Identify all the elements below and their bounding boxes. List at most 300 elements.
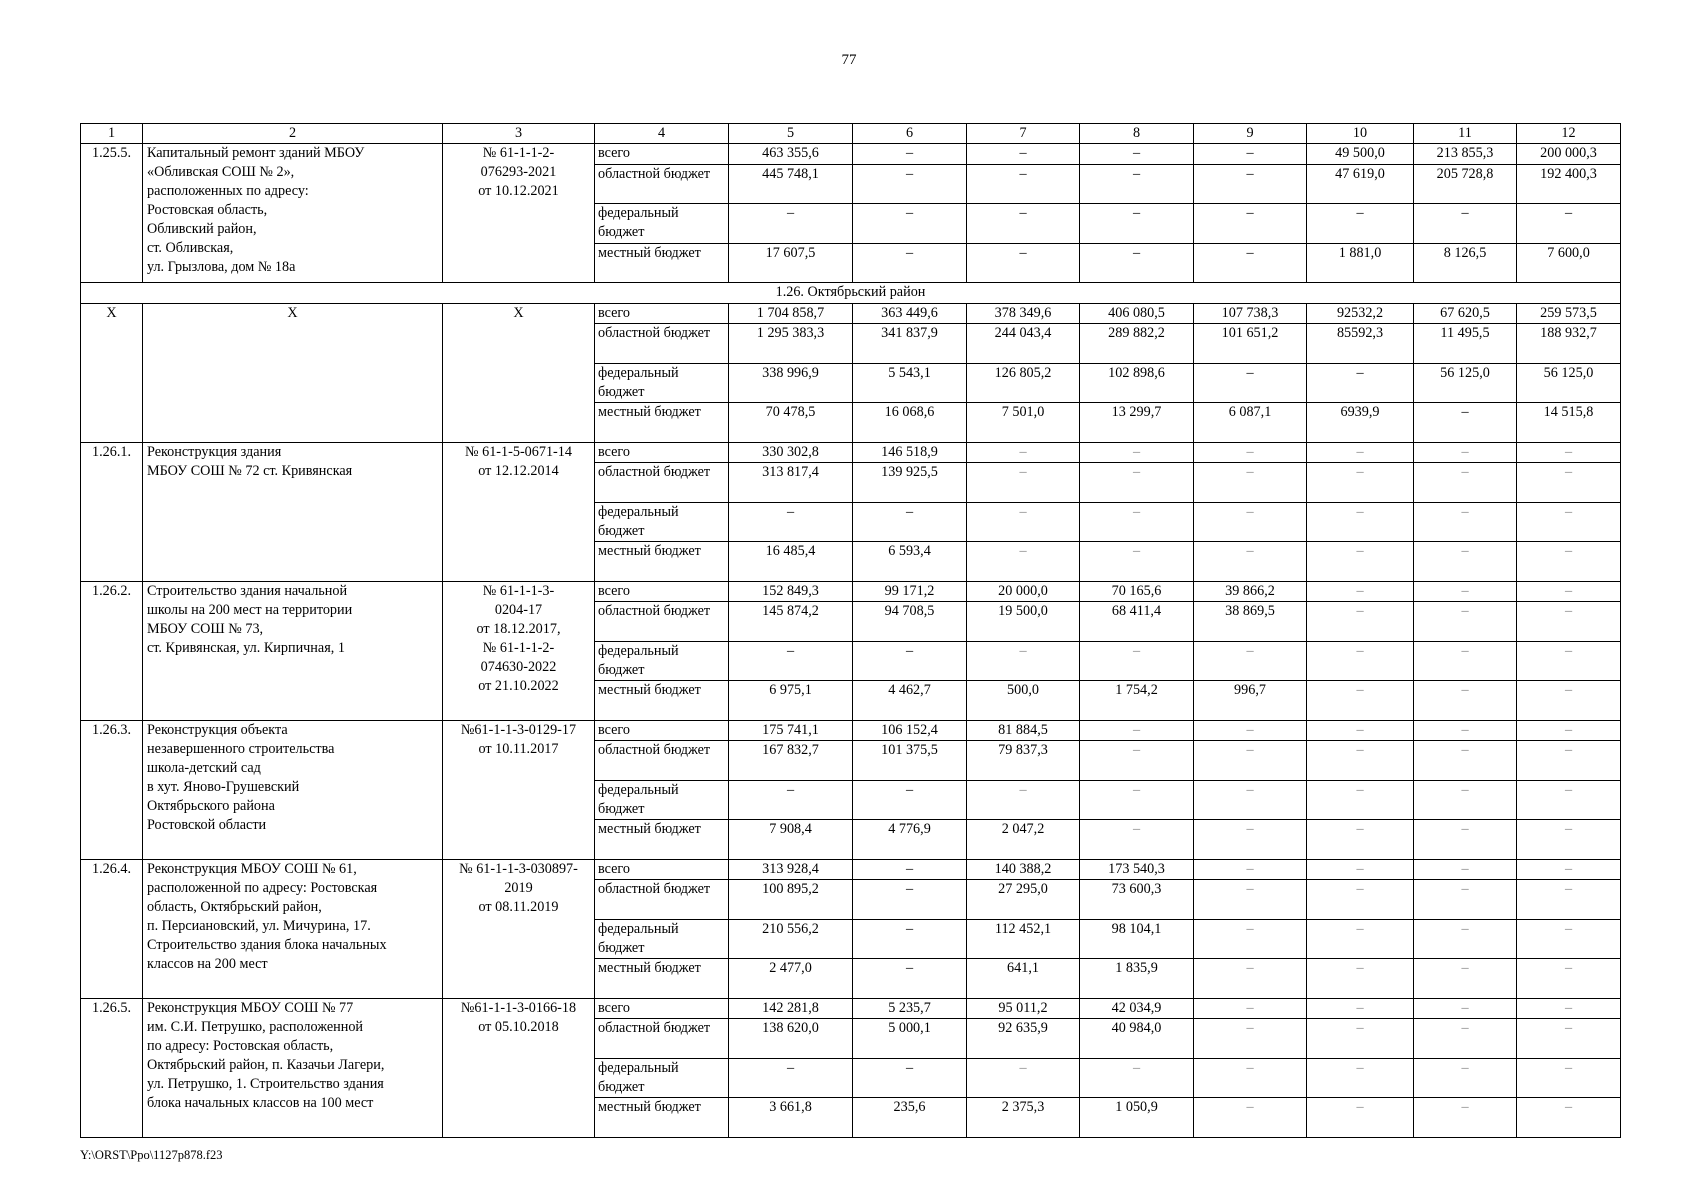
value-cell: 98 104,1 — [1080, 919, 1194, 959]
value-cell: – — [1307, 1019, 1414, 1059]
value-cell: – — [1517, 1058, 1621, 1098]
value-cell: – — [1080, 463, 1194, 503]
value-cell: – — [1414, 780, 1517, 820]
text-line: № 61-1-1-3- — [482, 582, 555, 599]
value-cell: 1 295 383,3 — [729, 324, 853, 364]
item-name — [143, 720, 443, 859]
text-line: от 10.11.2017 — [478, 740, 559, 757]
value-cell: – — [1307, 463, 1414, 503]
value-cell: – — [729, 1058, 853, 1098]
value-cell: 173 540,3 — [1080, 859, 1194, 880]
value-cell: 92532,2 — [1307, 303, 1414, 324]
text-line: 074630-2022 — [480, 658, 557, 675]
value-cell: 167 832,7 — [729, 741, 853, 781]
value-cell: – — [1194, 463, 1307, 503]
value-cell: 85592,3 — [1307, 324, 1414, 364]
text-line: МБОУ СОШ № 73, — [147, 620, 264, 637]
value-cell: – — [729, 641, 853, 681]
column-number-header: 10 — [1307, 124, 1414, 144]
value-cell: 341 837,9 — [853, 324, 967, 364]
value-cell: 79 837,3 — [967, 741, 1080, 781]
text-line: незавершенного строительства — [147, 740, 335, 757]
text-line: от 18.12.2017, — [476, 620, 561, 637]
value-cell: – — [1414, 741, 1517, 781]
text-line: №61-1-1-3-0129-17 — [460, 721, 577, 738]
item-number: X — [81, 303, 143, 442]
value-cell: 17 607,5 — [729, 243, 853, 283]
value-cell: 463 355,6 — [729, 144, 853, 165]
text-line: от 21.10.2022 — [478, 677, 559, 694]
value-cell: 39 866,2 — [1194, 581, 1307, 602]
text-line: X — [287, 304, 298, 321]
value-cell: – — [853, 1058, 967, 1098]
funding-source: местный бюджет — [595, 681, 729, 721]
funding-source: федеральный бюджет — [595, 780, 729, 820]
value-cell: – — [1414, 204, 1517, 244]
value-cell: – — [1194, 780, 1307, 820]
text-line: Обливский район, — [147, 221, 257, 237]
document-number — [443, 859, 595, 998]
item-number: 1.26.2. — [81, 581, 143, 720]
value-cell: – — [1307, 880, 1414, 920]
funding-source: всего — [595, 720, 729, 741]
value-cell: – — [1517, 780, 1621, 820]
value-cell: 19 500,0 — [967, 602, 1080, 642]
funding-source: местный бюджет — [595, 542, 729, 582]
document-number — [443, 442, 595, 581]
value-cell: 289 882,2 — [1080, 324, 1194, 364]
value-cell: 112 452,1 — [967, 919, 1080, 959]
value-cell: – — [1517, 859, 1621, 880]
value-cell: – — [967, 1058, 1080, 1098]
value-cell: – — [1414, 641, 1517, 681]
value-cell: – — [1307, 998, 1414, 1019]
value-cell: 81 884,5 — [967, 720, 1080, 741]
value-cell: 106 152,4 — [853, 720, 967, 741]
value-cell: – — [1194, 243, 1307, 283]
value-cell: – — [853, 919, 967, 959]
value-cell: 142 281,8 — [729, 998, 853, 1019]
value-cell: 49 500,0 — [1307, 144, 1414, 165]
value-cell: – — [1194, 502, 1307, 542]
text-line: Октябрьского района — [147, 797, 275, 814]
value-cell: – — [1307, 780, 1414, 820]
text-line: от 05.10.2018 — [478, 1018, 559, 1035]
text-line: в хут. Яново-Грушевский — [147, 778, 300, 795]
value-cell: 67 620,5 — [1414, 303, 1517, 324]
value-cell: – — [1307, 602, 1414, 642]
value-cell: – — [729, 204, 853, 244]
funding-source: федеральный бюджет — [595, 919, 729, 959]
value-cell: – — [1517, 880, 1621, 920]
value-cell: 1 704 858,7 — [729, 303, 853, 324]
value-cell: 210 556,2 — [729, 919, 853, 959]
value-cell: – — [1307, 720, 1414, 741]
value-cell: 92 635,9 — [967, 1019, 1080, 1059]
value-cell: – — [1194, 641, 1307, 681]
text-line: блока начальных классов на 100 мест — [147, 1094, 374, 1111]
value-cell: – — [1194, 1019, 1307, 1059]
value-cell: 363 449,6 — [853, 303, 967, 324]
value-cell: – — [1517, 542, 1621, 582]
text-line: Капитальный ремонт зданий МБОУ — [147, 145, 365, 161]
value-cell: 56 125,0 — [1517, 363, 1621, 403]
value-cell: 102 898,6 — [1080, 363, 1194, 403]
value-cell: – — [1194, 720, 1307, 741]
value-cell: 107 738,3 — [1194, 303, 1307, 324]
value-cell: – — [1194, 919, 1307, 959]
value-cell: 94 708,5 — [853, 602, 967, 642]
value-cell: 330 302,8 — [729, 442, 853, 463]
value-cell: – — [1517, 820, 1621, 860]
funding-source: областной бюджет — [595, 880, 729, 920]
value-cell: – — [1517, 602, 1621, 642]
value-cell: 996,7 — [1194, 681, 1307, 721]
text-line: от 08.11.2019 — [478, 898, 559, 915]
value-cell: – — [1307, 820, 1414, 860]
value-cell: – — [1414, 820, 1517, 860]
value-cell: 95 011,2 — [967, 998, 1080, 1019]
table-row — [81, 144, 1621, 165]
column-number-header: 5 — [729, 124, 853, 144]
text-line: по адресу: Ростовская область, — [147, 1037, 334, 1054]
value-cell: – — [1414, 502, 1517, 542]
value-cell: 16 068,6 — [853, 403, 967, 443]
funding-source: областной бюджет — [595, 463, 729, 503]
header-row — [81, 124, 1621, 144]
value-cell: 259 573,5 — [1517, 303, 1621, 324]
funding-source: местный бюджет — [595, 1098, 729, 1138]
value-cell: 338 996,9 — [729, 363, 853, 403]
item-name — [143, 442, 443, 581]
funding-source: федеральный бюджет — [595, 502, 729, 542]
value-cell: 100 895,2 — [729, 880, 853, 920]
table-row — [81, 442, 1621, 463]
value-cell: – — [1307, 581, 1414, 602]
text-line: им. С.И. Петрушко, расположенной — [147, 1018, 364, 1035]
value-cell: 14 515,8 — [1517, 403, 1621, 443]
funding-source: областной бюджет — [595, 741, 729, 781]
value-cell: 6 087,1 — [1194, 403, 1307, 443]
value-cell: – — [1080, 780, 1194, 820]
value-cell: – — [1194, 542, 1307, 582]
text-line: Реконструкция МБОУ СОШ № 77 — [147, 999, 354, 1016]
value-cell: – — [1194, 820, 1307, 860]
text-line: МБОУ СОШ № 72 ст. Кривянская — [147, 462, 353, 479]
value-cell: – — [1194, 164, 1307, 204]
item-name — [143, 998, 443, 1137]
value-cell: 7 908,4 — [729, 820, 853, 860]
funding-source: всего — [595, 442, 729, 463]
value-cell: 139 925,5 — [853, 463, 967, 503]
value-cell: 11 495,5 — [1414, 324, 1517, 364]
table-row — [81, 998, 1621, 1019]
value-cell: – — [1517, 442, 1621, 463]
value-cell: – — [1414, 1058, 1517, 1098]
value-cell: – — [1414, 542, 1517, 582]
value-cell: – — [1080, 542, 1194, 582]
column-number-header: 12 — [1517, 124, 1621, 144]
value-cell: – — [1307, 641, 1414, 681]
value-cell: – — [967, 780, 1080, 820]
value-cell: 38 869,5 — [1194, 602, 1307, 642]
value-cell: 244 043,4 — [967, 324, 1080, 364]
value-cell: – — [967, 243, 1080, 283]
value-cell: – — [1080, 820, 1194, 860]
item-name — [143, 303, 443, 442]
value-cell: – — [967, 144, 1080, 165]
item-name — [143, 144, 443, 283]
budget-table — [80, 123, 1621, 1138]
value-cell: – — [1414, 720, 1517, 741]
text-line: № 61-1-1-3-030897- — [459, 860, 578, 877]
value-cell: – — [1080, 144, 1194, 165]
value-cell: – — [967, 641, 1080, 681]
value-cell: 140 388,2 — [967, 859, 1080, 880]
value-cell: – — [1414, 859, 1517, 880]
table-row — [81, 720, 1621, 741]
funding-source: местный бюджет — [595, 820, 729, 860]
value-cell: – — [1307, 542, 1414, 582]
value-cell: – — [1080, 164, 1194, 204]
funding-source: всего — [595, 303, 729, 324]
value-cell: – — [1414, 919, 1517, 959]
item-number: 1.26.4. — [81, 859, 143, 998]
text-line: расположенных по адресу: — [147, 183, 309, 199]
value-cell: 188 932,7 — [1517, 324, 1621, 364]
value-cell: 27 295,0 — [967, 880, 1080, 920]
column-number-header: 4 — [595, 124, 729, 144]
value-cell: 138 620,0 — [729, 1019, 853, 1059]
value-cell: 2 375,3 — [967, 1098, 1080, 1138]
value-cell: – — [1194, 880, 1307, 920]
item-number: 1.26.3. — [81, 720, 143, 859]
funding-source: областной бюджет — [595, 324, 729, 364]
value-cell: 47 619,0 — [1307, 164, 1414, 204]
document-number — [443, 303, 595, 442]
value-cell: – — [853, 144, 967, 165]
text-line: 2019 — [504, 879, 533, 896]
table-row — [81, 581, 1621, 602]
column-number-header: 8 — [1080, 124, 1194, 144]
text-line: 076293-2021 — [480, 164, 557, 180]
value-cell: – — [1517, 463, 1621, 503]
value-cell: – — [1517, 959, 1621, 999]
value-cell: – — [967, 502, 1080, 542]
column-number-header: 11 — [1414, 124, 1517, 144]
value-cell: 101 651,2 — [1194, 324, 1307, 364]
funding-source: федеральный бюджет — [595, 363, 729, 403]
value-cell: – — [1517, 1019, 1621, 1059]
value-cell: – — [967, 204, 1080, 244]
funding-source: всего — [595, 144, 729, 165]
value-cell: 213 855,3 — [1414, 144, 1517, 165]
value-cell: 73 600,3 — [1080, 880, 1194, 920]
value-cell: – — [1307, 741, 1414, 781]
funding-source: федеральный бюджет — [595, 1058, 729, 1098]
value-cell: – — [1517, 641, 1621, 681]
value-cell: 13 299,7 — [1080, 403, 1194, 443]
section-title: 1.26. Октябрьский район — [81, 283, 1621, 304]
value-cell: – — [1414, 1019, 1517, 1059]
item-name — [143, 581, 443, 720]
text-line: Строительство здания начальной — [147, 582, 348, 599]
value-cell: – — [1517, 502, 1621, 542]
value-cell: – — [853, 164, 967, 204]
text-line: Реконструкция объекта — [147, 721, 288, 738]
value-cell: 40 984,0 — [1080, 1019, 1194, 1059]
value-cell: – — [967, 463, 1080, 503]
value-cell: 2 477,0 — [729, 959, 853, 999]
text-line: «Обливская СОШ № 2», — [147, 164, 295, 180]
value-cell: – — [1414, 681, 1517, 721]
value-cell: 8 126,5 — [1414, 243, 1517, 283]
value-cell: – — [967, 164, 1080, 204]
text-line: п. Персиановский, ул. Мичурина, 17. — [147, 917, 371, 934]
value-cell: – — [853, 641, 967, 681]
table-row — [81, 859, 1621, 880]
document-number — [443, 998, 595, 1137]
text-line: Реконструкция МБОУ СОШ № 61, — [147, 860, 357, 877]
value-cell: 500,0 — [967, 681, 1080, 721]
value-cell: 16 485,4 — [729, 542, 853, 582]
funding-source: федеральный бюджет — [595, 641, 729, 681]
text-line: Ростовской области — [147, 816, 267, 833]
value-cell: – — [1307, 959, 1414, 999]
value-cell: 20 000,0 — [967, 581, 1080, 602]
text-line: № 61-1-1-2- — [482, 639, 555, 656]
value-cell: 378 349,6 — [967, 303, 1080, 324]
funding-source: всего — [595, 998, 729, 1019]
value-cell: 4 462,7 — [853, 681, 967, 721]
value-cell: – — [967, 442, 1080, 463]
value-cell: – — [853, 502, 967, 542]
text-line: ул. Грызлова, дом № 18а — [147, 259, 296, 275]
value-cell: – — [1517, 204, 1621, 244]
value-cell: 6 593,4 — [853, 542, 967, 582]
text-line: от 12.12.2014 — [478, 462, 559, 479]
funding-source: местный бюджет — [595, 959, 729, 999]
value-cell: 313 817,4 — [729, 463, 853, 503]
value-cell: – — [1517, 681, 1621, 721]
value-cell: 2 047,2 — [967, 820, 1080, 860]
text-line: Ростовская область, — [147, 202, 268, 218]
value-cell: – — [1307, 859, 1414, 880]
value-cell: – — [1194, 1058, 1307, 1098]
value-cell: – — [1194, 442, 1307, 463]
value-cell: 5 543,1 — [853, 363, 967, 403]
item-name — [143, 859, 443, 998]
value-cell: 145 874,2 — [729, 602, 853, 642]
value-cell: 445 748,1 — [729, 164, 853, 204]
value-cell: – — [853, 204, 967, 244]
value-cell: – — [1194, 998, 1307, 1019]
value-cell: 3 661,8 — [729, 1098, 853, 1138]
document-number — [443, 581, 595, 720]
funding-source: федеральный бюджет — [595, 204, 729, 244]
value-cell: – — [1414, 463, 1517, 503]
text-line: X — [513, 304, 524, 321]
value-cell: – — [1307, 1058, 1414, 1098]
text-line: 0204-17 — [494, 601, 543, 618]
funding-source: областной бюджет — [595, 1019, 729, 1059]
value-cell: 1 050,9 — [1080, 1098, 1194, 1138]
value-cell: 42 034,9 — [1080, 998, 1194, 1019]
text-line: № 61-1-5-0671-14 — [465, 443, 572, 460]
funding-source: областной бюджет — [595, 602, 729, 642]
value-cell: 200 000,3 — [1517, 144, 1621, 165]
value-cell: 146 518,9 — [853, 442, 967, 463]
text-line: расположенной по адресу: Ростовская — [147, 879, 378, 896]
value-cell: – — [1414, 581, 1517, 602]
column-number-header: 6 — [853, 124, 967, 144]
value-cell: 152 849,3 — [729, 581, 853, 602]
value-cell: 1 754,2 — [1080, 681, 1194, 721]
value-cell: – — [1194, 959, 1307, 999]
value-cell: 56 125,0 — [1414, 363, 1517, 403]
value-cell: 192 400,3 — [1517, 164, 1621, 204]
value-cell: – — [1414, 1098, 1517, 1138]
value-cell: – — [1194, 1098, 1307, 1138]
text-line: ул. Петрушко, 1. Строительство здания — [147, 1075, 384, 1092]
text-line: № 61-1-1-2- — [482, 145, 555, 161]
text-line: школы на 200 мест на территории — [147, 601, 353, 618]
value-cell: – — [1080, 720, 1194, 741]
value-cell: 70 165,6 — [1080, 581, 1194, 602]
column-number-header: 1 — [81, 124, 143, 144]
funding-source: областной бюджет — [595, 164, 729, 204]
column-number-header: 3 — [443, 124, 595, 144]
value-cell: – — [1307, 502, 1414, 542]
value-cell: – — [1080, 641, 1194, 681]
value-cell: 101 375,5 — [853, 741, 967, 781]
value-cell: 7 501,0 — [967, 403, 1080, 443]
funding-source: всего — [595, 859, 729, 880]
document-number — [443, 720, 595, 859]
value-cell: – — [729, 780, 853, 820]
value-cell: – — [1517, 741, 1621, 781]
text-line: школа-детский сад — [147, 759, 261, 776]
value-cell: – — [1414, 959, 1517, 999]
value-cell: – — [1080, 1058, 1194, 1098]
value-cell: – — [1414, 442, 1517, 463]
value-cell: – — [1080, 741, 1194, 781]
value-cell: – — [1307, 681, 1414, 721]
value-cell: – — [1194, 741, 1307, 781]
item-number: 1.25.5. — [81, 144, 143, 283]
value-cell: 126 805,2 — [967, 363, 1080, 403]
value-cell: – — [1517, 919, 1621, 959]
value-cell: – — [1080, 442, 1194, 463]
item-number: 1.26.1. — [81, 442, 143, 581]
value-cell: – — [1194, 144, 1307, 165]
value-cell: – — [853, 243, 967, 283]
value-cell: – — [1080, 243, 1194, 283]
value-cell: – — [1307, 363, 1414, 403]
value-cell: 641,1 — [967, 959, 1080, 999]
value-cell: 406 080,5 — [1080, 303, 1194, 324]
value-cell: – — [1517, 720, 1621, 741]
value-cell: – — [1307, 1098, 1414, 1138]
table-row — [81, 303, 1621, 324]
value-cell: – — [853, 880, 967, 920]
value-cell: 68 411,4 — [1080, 602, 1194, 642]
section-row — [81, 283, 1621, 304]
value-cell: 5 235,7 — [853, 998, 967, 1019]
value-cell: 99 171,2 — [853, 581, 967, 602]
text-line: Октябрьский район, п. Казачьи Лагери, — [147, 1056, 385, 1073]
value-cell: – — [1194, 859, 1307, 880]
